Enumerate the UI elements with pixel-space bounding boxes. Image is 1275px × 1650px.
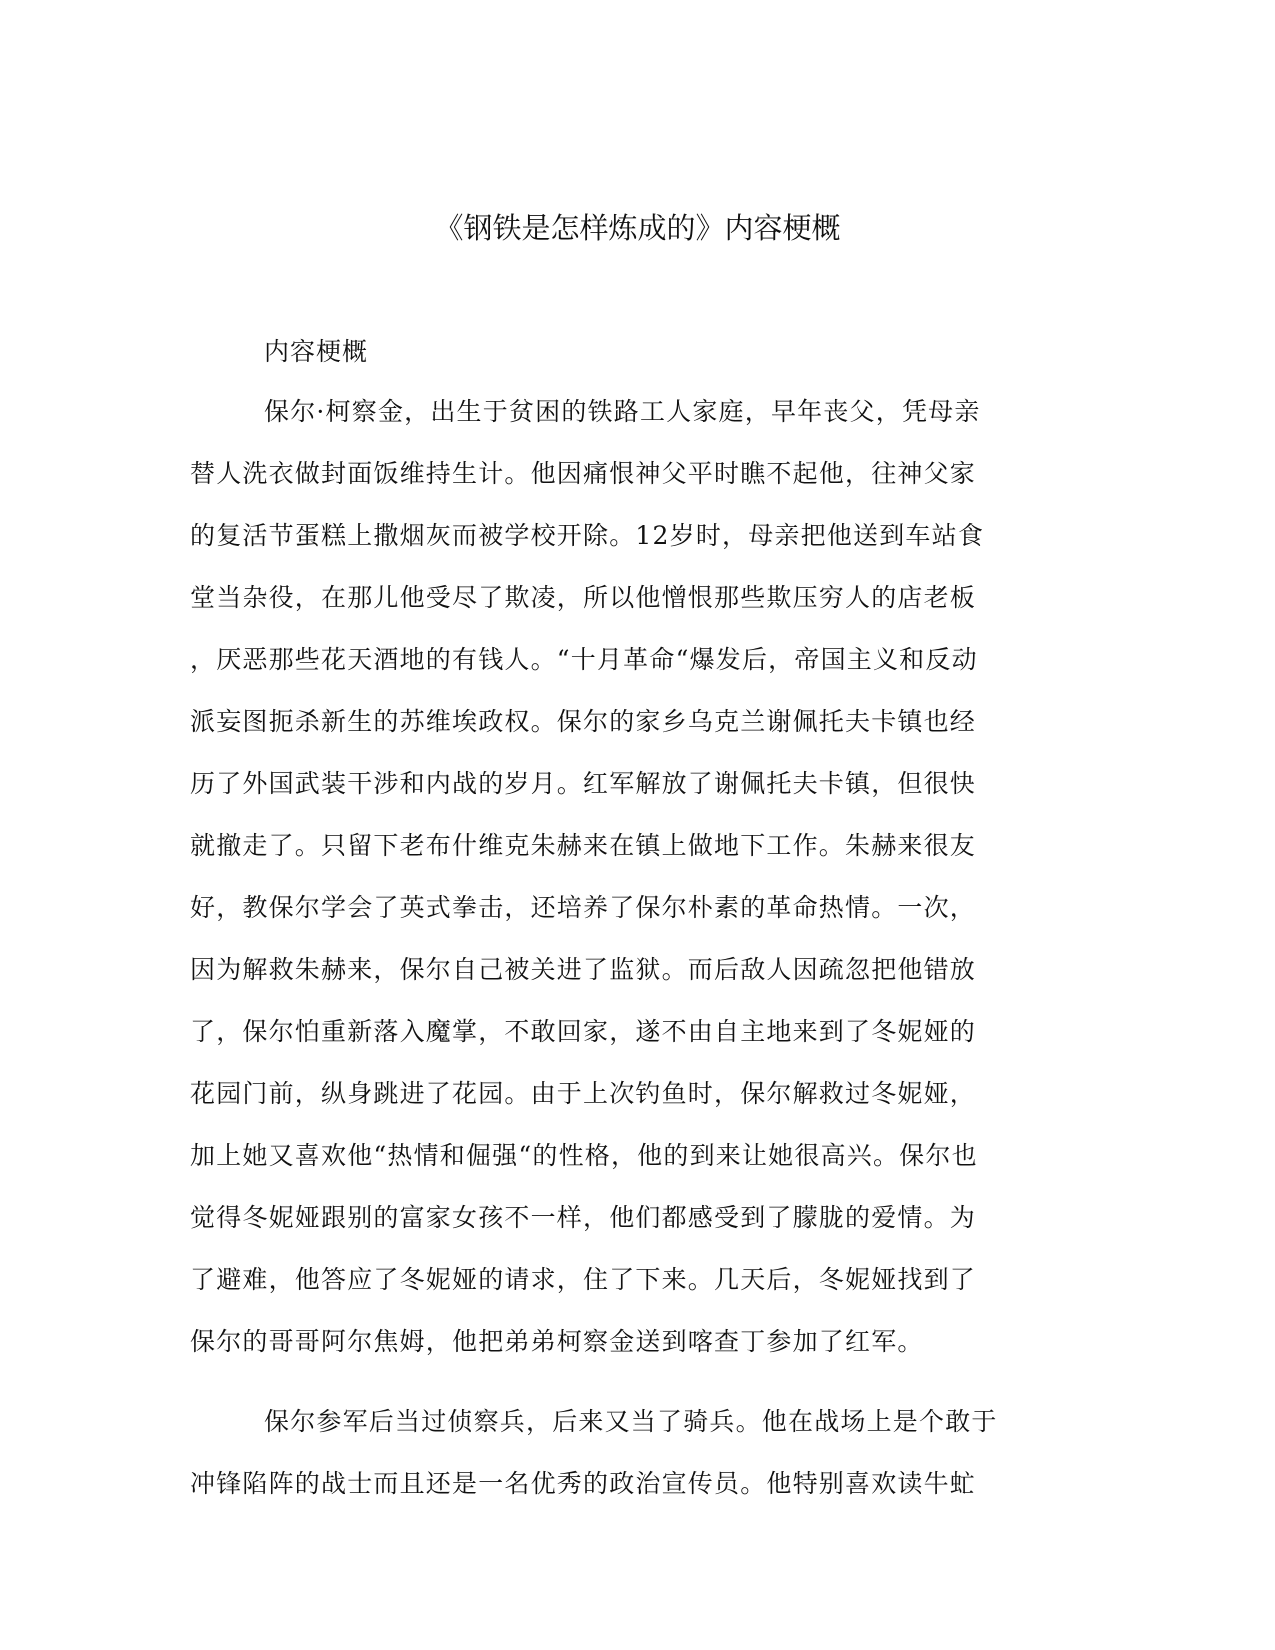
text-line: 觉得冬妮娅跟别的富家女孩不一样，他们都感受到了朦胧的爱情。为 — [190, 1203, 977, 1232]
text-line: 好，教保尔学会了英式拳击，还培养了保尔朴素的革命热情。一次， — [190, 893, 977, 922]
paragraph-1 — [190, 392, 1090, 1384]
text-line: ，厌恶那些花天酒地的有钱人。“十月革命“爆发后，帝国主义和反动 — [190, 645, 978, 674]
text-line: 堂当杂役，在那儿他受尽了欺凌，所以他憎恨那些欺压穷人的店老板 — [190, 583, 977, 612]
text-line: 保尔的哥哥阿尔焦姆，他把弟弟柯察金送到喀查丁参加了红军。 — [190, 1327, 924, 1356]
text-line: 历了外国武装干涉和内战的岁月。红军解放了谢佩托夫卡镇，但很快 — [190, 769, 977, 798]
text-line: 保尔·柯察金，出生于贫困的铁路工人家庭，早年丧父，凭母亲 — [264, 397, 981, 426]
text-line: 保尔参军后当过侦察兵，后来又当了骑兵。他在战场上是个敢于 — [264, 1407, 998, 1436]
text-line: 了避难，他答应了冬妮娅的请求，住了下来。几天后，冬妮娅找到了 — [190, 1265, 977, 1294]
text-line: 就撤走了。只留下老布什维克朱赫来在镇上做地下工作。朱赫来很友 — [190, 831, 977, 860]
text-line: 的复活节蛋糕上撒烟灰而被学校开除。12岁时，母亲把他送到车站食 — [190, 521, 985, 550]
paragraph-2 — [190, 1402, 1090, 1526]
text-line: 因为解救朱赫来，保尔自己被关进了监狱。而后敌人因疏忽把他错放 — [190, 955, 977, 984]
document-title: 《钢铁是怎样炼成的》内容梗概 — [434, 211, 841, 245]
text-line: 了，保尔怕重新落入魔掌，不敢回家，遂不由自主地来到了冬妮娅的 — [190, 1017, 977, 1046]
document-body — [190, 392, 1090, 1526]
text-line: 派妄图扼杀新生的苏维埃政权。保尔的家乡乌克兰谢佩托夫卡镇也经 — [190, 707, 977, 736]
text-line: 冲锋陷阵的战士而且还是一名优秀的政治宣传员。他特别喜欢读牛虻 — [190, 1469, 977, 1498]
text-line: 加上她又喜欢他“热情和倔强“的性格，他的到来让她很高兴。保尔也 — [190, 1141, 978, 1170]
text-line: 花园门前，纵身跳进了花园。由于上次钓鱼时，保尔解救过冬妮娅， — [190, 1079, 977, 1108]
text-line: 替人洗衣做封面饭维持生计。他因痛恨神父平时瞧不起他，往神父家 — [190, 459, 977, 488]
section-heading: 内容梗概 — [264, 337, 369, 366]
